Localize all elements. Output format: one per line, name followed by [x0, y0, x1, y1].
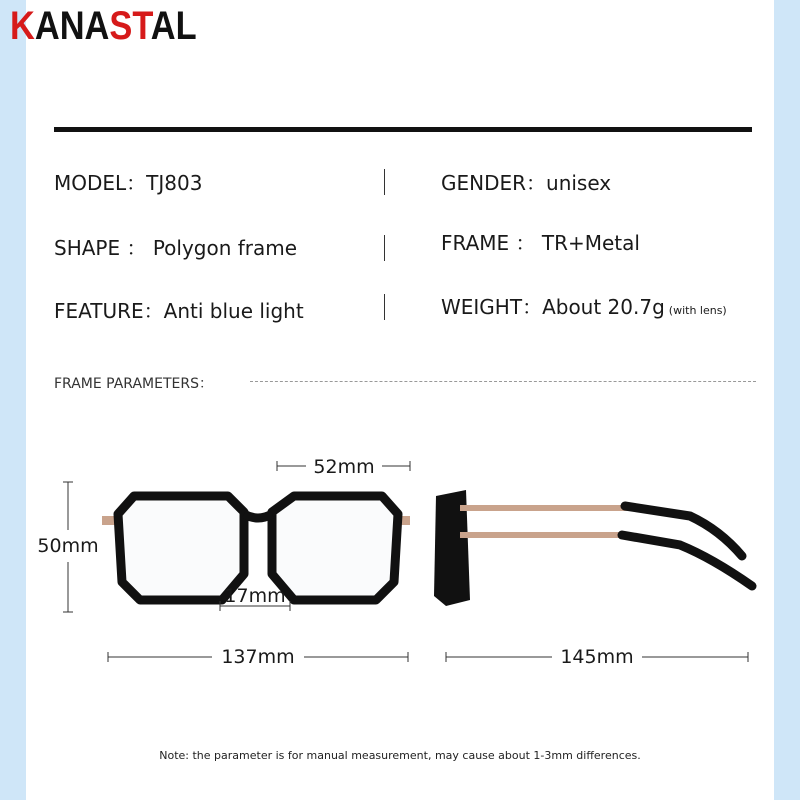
spec-frame: FRAME ： TR+Metal [441, 231, 640, 255]
right-lens [272, 496, 398, 600]
spec-feature: FEATURE：Anti blue light [54, 299, 304, 323]
lens-width-label: 52mm [313, 456, 375, 478]
lens-height-label: 50mm [37, 535, 99, 557]
spec-model: MODEL：TJ803 [54, 171, 203, 195]
upper-temple-metal [460, 505, 630, 511]
spec-weight-value: WEIGHT：About 20.7g [441, 295, 665, 319]
frame-width-label: 137mm [221, 646, 295, 668]
measurement-note: Note: the parameter is for manual measurement, may cause about 1-3mm differences. [159, 749, 641, 762]
bridge-width-label: 17mm [224, 585, 286, 607]
lower-temple-metal [460, 532, 625, 538]
frame-parameters-label: FRAME PARAMETERS： [54, 376, 213, 392]
brand-logo: KANASTAL [10, 4, 197, 48]
bridge [244, 514, 272, 518]
spec-weight-note: (with lens) [668, 304, 727, 317]
glasses-side-view [434, 490, 752, 606]
temple-length-label: 145mm [560, 646, 634, 668]
spec-shape: SHAPE ： Polygon frame [54, 236, 298, 260]
spec-gender: GENDER：unisex [441, 171, 612, 195]
